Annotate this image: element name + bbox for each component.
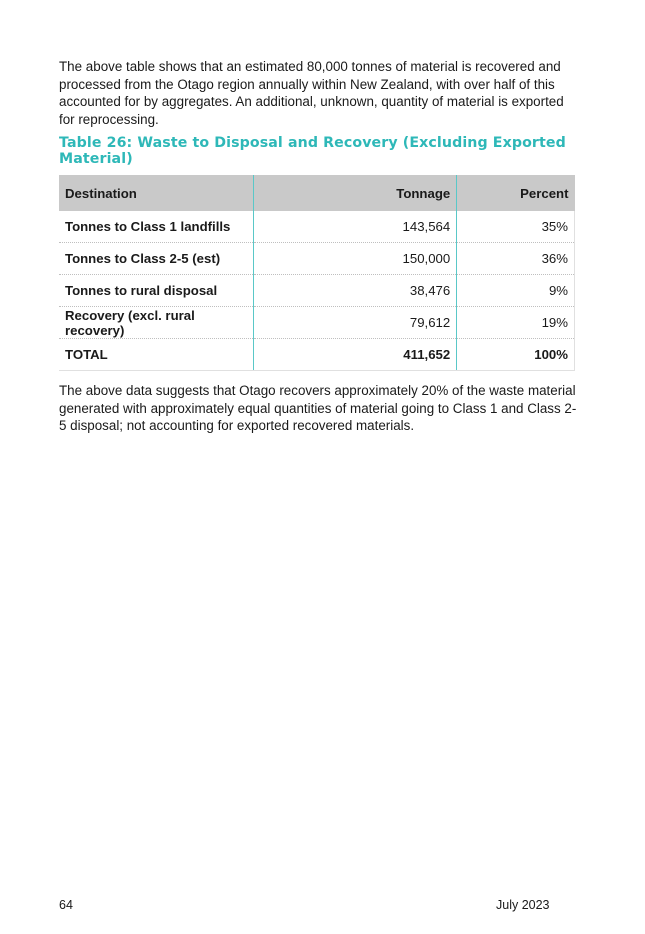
- waste-disposal-table: [59, 175, 575, 371]
- row-destination: Tonnes to rural disposal: [59, 275, 254, 307]
- row-destination: Tonnes to Class 1 landfills: [59, 211, 254, 243]
- table-caption: Table 26: Waste to Disposal and Recovery (Excluding Exported Material): [59, 135, 566, 167]
- row-tonnage: 143,564: [254, 211, 457, 243]
- footer-date: July 2023: [496, 898, 550, 912]
- row-tonnage: 79,612: [254, 307, 457, 339]
- row-percent: 9%: [457, 275, 575, 307]
- table-row: [59, 307, 575, 339]
- row-tonnage: 150,000: [254, 243, 457, 275]
- header-destination: Destination: [59, 175, 254, 211]
- table-row: [59, 243, 575, 275]
- header-tonnage: Tonnage: [254, 175, 457, 211]
- page-number: 64: [59, 898, 73, 912]
- table-total-row: [59, 339, 575, 371]
- row-percent: 36%: [457, 243, 575, 275]
- page-content: [59, 58, 579, 435]
- total-tonnage: 411,652: [254, 339, 457, 371]
- row-percent: 19%: [457, 307, 575, 339]
- total-label: TOTAL: [59, 339, 254, 371]
- table-header-row: [59, 175, 575, 211]
- table-row: [59, 275, 575, 307]
- header-percent: Percent: [457, 175, 575, 211]
- row-tonnage: 38,476: [254, 275, 457, 307]
- row-destination: Recovery (excl. rural recovery): [59, 307, 254, 339]
- intro-paragraph: The above table shows that an estimated 80,000 tonnes of material is recovered and processed from the Otago region annually within New Zealand, with over half of this accounted for by aggregates. An additional, unknown, quantity of material is exported for reprocessing.: [59, 59, 564, 127]
- table-row: [59, 211, 575, 243]
- total-percent: 100%: [457, 339, 575, 371]
- conclusion-paragraph: The above data suggests that Otago recovers approximately 20% of the waste material generated with approximately equal quantities of material going to Class 1 and Class 2-5 disposal; not accounting for exported recovered materials.: [59, 383, 577, 433]
- row-percent: 35%: [457, 211, 575, 243]
- row-destination: Tonnes to Class 2-5 (est): [59, 243, 254, 275]
